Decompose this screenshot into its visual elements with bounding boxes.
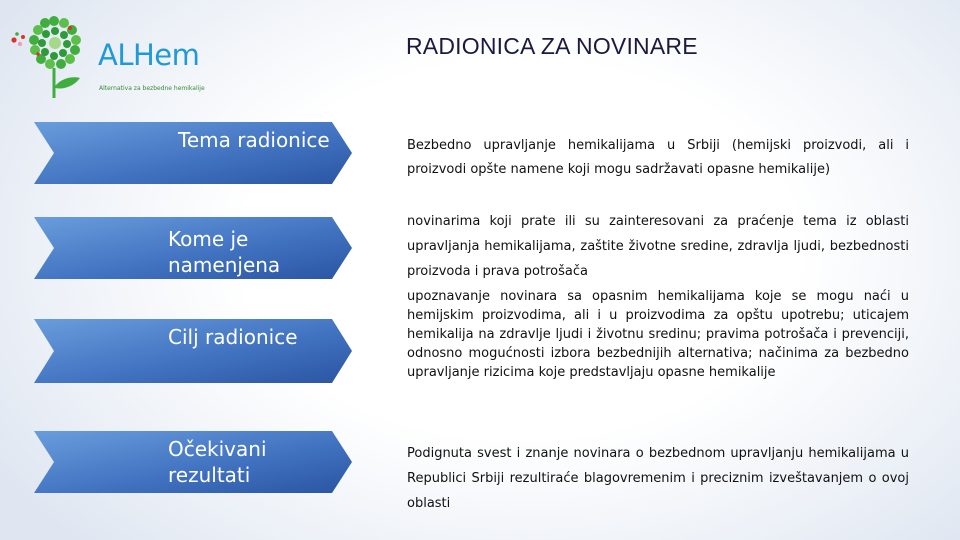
logo-tagline: Alternativa za bezbedne hemikalije	[99, 85, 205, 92]
row-label-tema: Tema radionice	[178, 128, 330, 152]
page-title: RADIONICA ZA NOVINARE	[406, 33, 698, 59]
row-text-ocekivani: Podignuta svest i znanje novinara o bezbednom upravljanju hemikalijama u Republici Srbiji rezultiraće blagovremenim i preciznim izveštavanjem o ovoj oblasti	[407, 446, 909, 511]
row-label-kome: Kome je namenjena	[168, 227, 281, 277]
row-label-ocekivani: Očekivani rezultati	[168, 437, 267, 487]
logo-wordmark: ALHem	[98, 38, 200, 72]
row-label-cilj: Cilj radionice	[168, 325, 298, 349]
row-text-tema: Bezbedno upravljanje hemikalijama u Srbiji (hemijski proizvodi, ali i proizvodi opšte namene koji mogu sadržavati opasne hemikalije)	[407, 138, 909, 177]
row-text-cilj: upoznavanje novinara sa opasnim hemikalijama koje se mogu naći u hemijskim proizvodima, ali i u proizvodima za opštu upotrebu; uticajem hemikalija na zdravlje ljudi i životnu sredinu; pravima potrošača i prevenciji, odnosno mogućnosti izbora bezbednijih alternativa; načinima za bezbedno upravljanje rizicima koje predstavljaju opasne hemikalije	[407, 289, 909, 380]
row-text-kome: novinarima koji prate ili su zainteresovani za praćenje tema iz oblasti upravljanja hemikalijama, zaštite životne sredine, zdravlja ljudi, bezbednosti proizvoda i prava potrošača	[407, 214, 909, 279]
